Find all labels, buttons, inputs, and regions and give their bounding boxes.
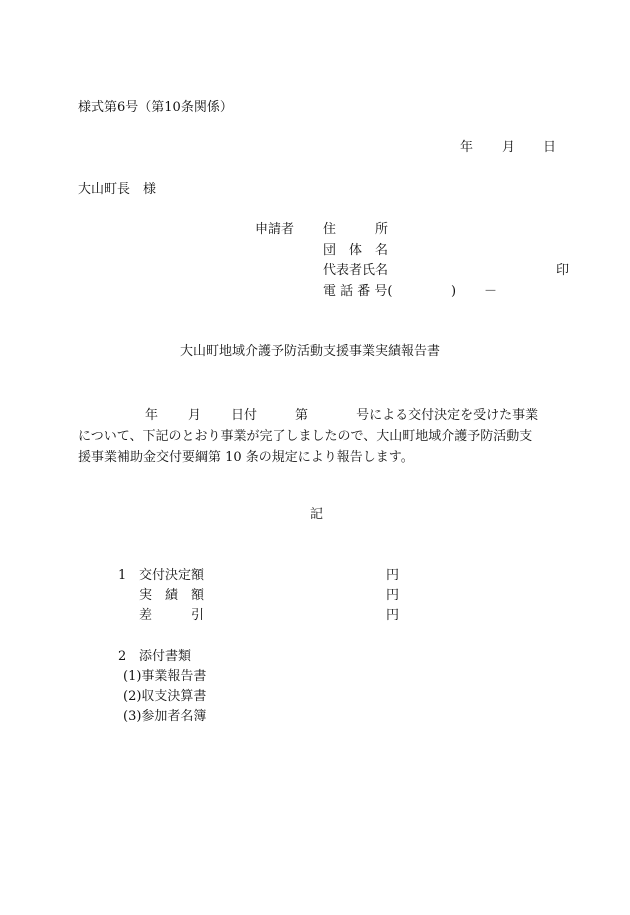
section2-title: 添付書類 — [139, 649, 192, 664]
section2-number: 2 — [118, 649, 127, 664]
applicant-label: 申請者 — [255, 222, 295, 237]
amount-row-label: 差 引 — [139, 608, 205, 623]
date-month: 月 — [502, 140, 516, 155]
attachment-item: (1)事業報告書 — [123, 669, 207, 684]
form-number: 様式第6号（第10条関係） — [78, 100, 233, 115]
address-label: 住 所 — [323, 222, 389, 237]
addressee: 大山町長 様 — [78, 182, 157, 197]
document-title: 大山町地域介護予防活動支援事業実績報告書 — [180, 344, 441, 359]
org-label: 団 体 名 — [323, 243, 389, 258]
body-line-3: 援事業補助金交付要綱第 10 条の規定により報告します。 — [78, 450, 414, 465]
amount-row-unit: 円 — [386, 608, 400, 623]
phone-label: 電 話 番 号( — [323, 284, 393, 299]
intro-year: 年 — [145, 408, 159, 423]
ki-heading: 記 — [310, 507, 324, 522]
amount-row-label: 交付決定額 — [139, 568, 205, 583]
section1-number: 1 — [118, 568, 127, 583]
phone-close-paren: ) — [451, 284, 457, 299]
body-line-1 — [78, 405, 558, 426]
intro-month: 月 — [188, 408, 202, 423]
date-day: 日 — [543, 140, 557, 155]
intro-no-suffix: 号による交付決定を受けた事業 — [356, 408, 539, 423]
attachment-item: (3)参加者名簿 — [123, 709, 207, 724]
seal-mark: 印 — [556, 263, 570, 278]
attachment-item: (2)収支決算書 — [123, 689, 207, 704]
amount-row-unit: 円 — [386, 568, 400, 583]
date-year: 年 — [460, 140, 474, 155]
phone-dash: － — [484, 284, 498, 299]
amount-row-unit: 円 — [386, 588, 400, 603]
amount-row-label: 実 績 額 — [139, 588, 205, 603]
intro-dated: 日付 — [231, 408, 258, 423]
body-line-2: について、下記のとおり事業が完了しましたので、大山町地域介護予防活動支 — [78, 429, 533, 444]
report-body — [78, 405, 558, 468]
rep-label: 代表者氏名 — [323, 263, 389, 278]
intro-no-prefix: 第 — [295, 408, 309, 423]
